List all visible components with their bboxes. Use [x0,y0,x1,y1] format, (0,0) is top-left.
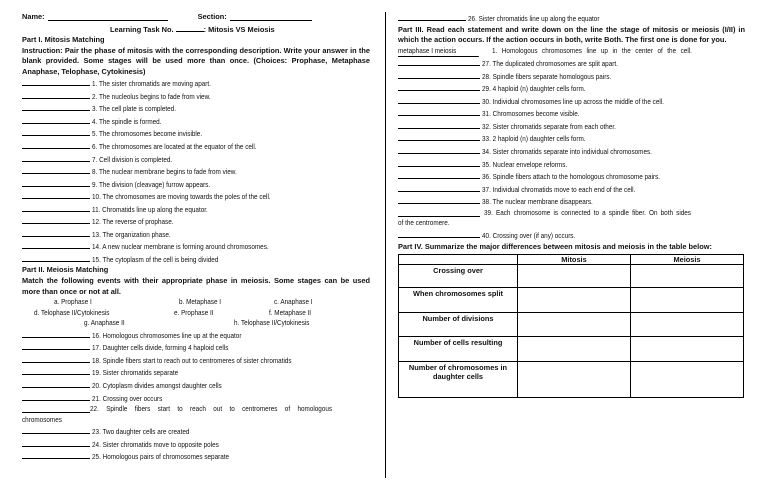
list-item: 1. The sister chromatids are moving apart. [22,77,370,90]
answer-blank[interactable] [22,153,90,162]
row-label: When chromosomes split [399,287,518,312]
answer-blank[interactable] [22,392,90,401]
table-cell[interactable] [518,312,631,336]
list-item: 5. The chromosomes become invisible. [22,127,370,140]
header-row [22,12,370,23]
section-label: Section: [197,12,227,21]
choice-a: a. Prophase I [54,297,92,307]
answer-blank[interactable] [398,107,480,116]
answer-blank[interactable] [22,341,90,350]
answer-blank[interactable] [398,95,480,104]
left-column [22,12,370,463]
table-row [399,264,744,287]
list-item: 9. The division (cleavage) furrow appears. [22,178,370,191]
task-prefix: Learning Task No. [110,24,174,34]
summary-table [398,254,744,398]
answer-blank[interactable] [22,354,90,363]
answer-blank[interactable] [398,12,466,21]
choice-g: g. Anaphase II [84,318,125,328]
list-item: 27. The duplicated chromosomes are split apart. [398,57,745,70]
choice-d: d. Telophase II/Cytokinesis [34,307,110,317]
list-item: 13. The organization phase. [22,228,370,241]
table-cell[interactable] [631,361,744,397]
list-item: 19. Sister chromatids separate [22,366,370,379]
answer-blank[interactable] [22,203,90,212]
part1-items [22,77,370,265]
table-row [399,312,744,336]
answer-blank[interactable] [22,165,90,174]
list-item: 34. Sister chromatids separate into individual chromosomes. [398,145,745,158]
answer-blank[interactable] [22,215,90,224]
part2-title: Part II. Meiosis Matching [22,265,109,275]
list-item: 24. Sister chromatids move to opposite poles [22,438,370,451]
list-item: 37. Individual chromatids move to each end of the cell. [398,183,745,196]
choices-row-1 [22,297,370,308]
table-cell[interactable] [518,287,631,312]
part2-instruction: Match the following events with their appropriate phase in meiosis. Some stages can be used more than once or not at all. [22,276,370,296]
list-item: 10. The chromosomes are moving towards the poles of the cell. [22,190,370,203]
answer-blank[interactable] [398,208,480,217]
list-item: 6. The chromosomes are located at the equator of the cell. [22,140,370,153]
row-label: Crossing over [399,264,518,287]
name-blank[interactable] [48,12,168,21]
list-item: 12. The reverse of prophase. [22,215,370,228]
list-item: 29. 4 haploid (n) daughter cells form. [398,82,745,95]
list-item: 33. 2 haploid (n) daughter cells form. [398,132,745,145]
answer-blank[interactable] [22,240,90,249]
list-item: 22. Spindle fibers start to reach out to centromeres of homologous [22,404,370,415]
table-header-row [399,254,744,264]
answer-blank[interactable] [398,57,480,66]
list-item: 25. Homologous pairs of chromosomes separate [22,450,370,463]
choice-b: b. Metaphase I [179,297,222,307]
answer-blank[interactable] [22,438,90,447]
answer-blank[interactable] [22,366,90,375]
list-item: 20. Cytoplasm divides amongst daughter cells [22,379,370,392]
list-item: 8. The nuclear membrane begins to fade from view. [22,165,370,178]
part3-instruction: Part III. Read each statement and write down on the line the stage of mitosis or meiosis (I/II) in which the action occurs. If the action occurs in both, write Both. The first one is done for you. [398,24,745,45]
part1-title: Part I. Mitosis Matching [22,35,105,45]
list-item: 39. Each chromosome is connected to a spindle fiber. On both sides [398,208,745,219]
table-cell[interactable] [631,312,744,336]
list-item: 38. The nuclear membrane disappears. [398,195,745,208]
answer-blank[interactable] [22,190,90,199]
choices-row-3 [22,318,370,329]
list-item: 11. Chromatids line up along the equator. [22,203,370,216]
table-row [399,287,744,312]
list-item: 7. Cell division is completed. [22,153,370,166]
answer-blank[interactable] [22,228,90,237]
column-divider [385,12,386,478]
list-item: 32. Sister chromatids separate from each other. [398,120,745,133]
list-item: 3. The cell plate is completed. [22,102,370,115]
answer-blank[interactable] [22,329,90,338]
task-number-blank[interactable] [176,23,204,32]
list-item: 36. Spindle fibers attach to the homologous chromosome pairs. [398,170,745,183]
answer-blank[interactable] [398,82,480,91]
answer-blank[interactable] [398,229,480,238]
choice-f: f. Metaphase II [269,307,312,317]
answer-blank[interactable] [398,183,480,192]
answer-blank[interactable] [22,404,90,413]
table-cell[interactable] [631,264,744,287]
list-item: 30. Individual chromosomes line up across the middle of the cell. [398,95,745,108]
choice-c: c. Anaphase I [274,297,313,307]
part3-items [398,57,745,241]
table-cell[interactable] [631,336,744,361]
answer-blank[interactable] [22,253,90,262]
row-label: Number of chromosomes in daughter cells [399,361,518,397]
answer-blank[interactable] [398,120,480,129]
choice-h: h. Telophase II/Cytokinesis [234,318,310,328]
table-cell[interactable] [631,287,744,312]
answer-blank[interactable] [22,178,90,187]
answer-blank[interactable] [398,195,480,204]
list-item: 31. Chromosomes become visible. [398,107,745,120]
answer-blank[interactable] [22,115,90,124]
list-item: 21. Crossing over occurs [22,392,370,405]
part1-instruction: Instruction: Pair the phase of mitosis with the corresponding description. Write your answer in the blank provided. Some stages will be used more than once. (Choices: Prophase, Metaphase Anaphase, Telophase, Cytokinesis) [22,45,370,76]
list-item: 14. A new nuclear membrane is forming around chromosomes. [22,240,370,253]
name-label: Name: [22,12,45,21]
answer-blank[interactable] [398,145,480,154]
row-label: Number of cells resulting [399,336,518,361]
col-mitosis: Mitosis [518,254,631,264]
table-cell[interactable] [518,264,631,287]
section-blank[interactable] [230,12,312,21]
table-cell[interactable] [518,336,631,361]
choices-row-2 [22,308,370,319]
answer-blank[interactable] [22,450,90,459]
list-item: 2. The nucleolus begins to fade from view. [22,90,370,103]
answer-blank[interactable] [22,77,90,86]
list-item-continuation: of the centromere. [398,218,450,228]
answer-blank[interactable] [398,132,480,141]
list-item: 16. Homologous chromosomes line up at the equator [22,329,370,342]
list-item: 4. The spindle is formed. [22,115,370,128]
answer-blank[interactable] [398,158,480,167]
table-row [399,361,744,397]
right-column [398,12,745,398]
list-item-continuation: chromosomes [22,414,62,424]
part4-title: Part IV. Summarize the major differences between mitosis and meiosis in the table below: [398,242,712,252]
example-item: metaphase I meiosis 1. Homologous chromosomes line up in the center of the cell. [398,46,745,58]
list-item: 26. Sister chromatids line up along the equator [398,12,745,25]
answer-blank[interactable] [22,127,90,136]
list-item: 15. The cytoplasm of the cell is being divided [22,253,370,266]
answer-blank[interactable] [22,425,90,434]
part2-items [22,329,370,463]
table-cell[interactable] [518,361,631,397]
list-item: 35. Nuclear envelope reforms. [398,158,745,171]
list-item: 17. Daughter cells divide, forming 4 haploid cells [22,341,370,354]
list-item: 28. Spindle fibers separate homologous pairs. [398,70,745,83]
answer-blank[interactable] [22,140,90,149]
row-label: Number of divisions [399,312,518,336]
choice-e: e. Prophase II [174,307,214,317]
answer-blank[interactable] [398,70,480,79]
list-item: 18. Spindle fibers start to reach out to centromeres of sister chromatids [22,354,370,367]
answer-blank[interactable] [22,102,90,111]
answer-blank[interactable] [22,379,90,388]
answer-blank[interactable] [22,90,90,99]
list-item: 40. Crossing over (if any) occurs. [398,229,745,242]
list-item: 23. Two daughter cells are created [22,425,370,438]
col-meiosis: Meiosis [631,254,744,264]
table-row [399,336,744,361]
task-title [22,23,370,36]
answer-blank[interactable] [398,170,480,179]
task-suffix: : Mitosis VS Meiosis [203,24,275,34]
example-answer: metaphase I meiosis [398,46,479,58]
